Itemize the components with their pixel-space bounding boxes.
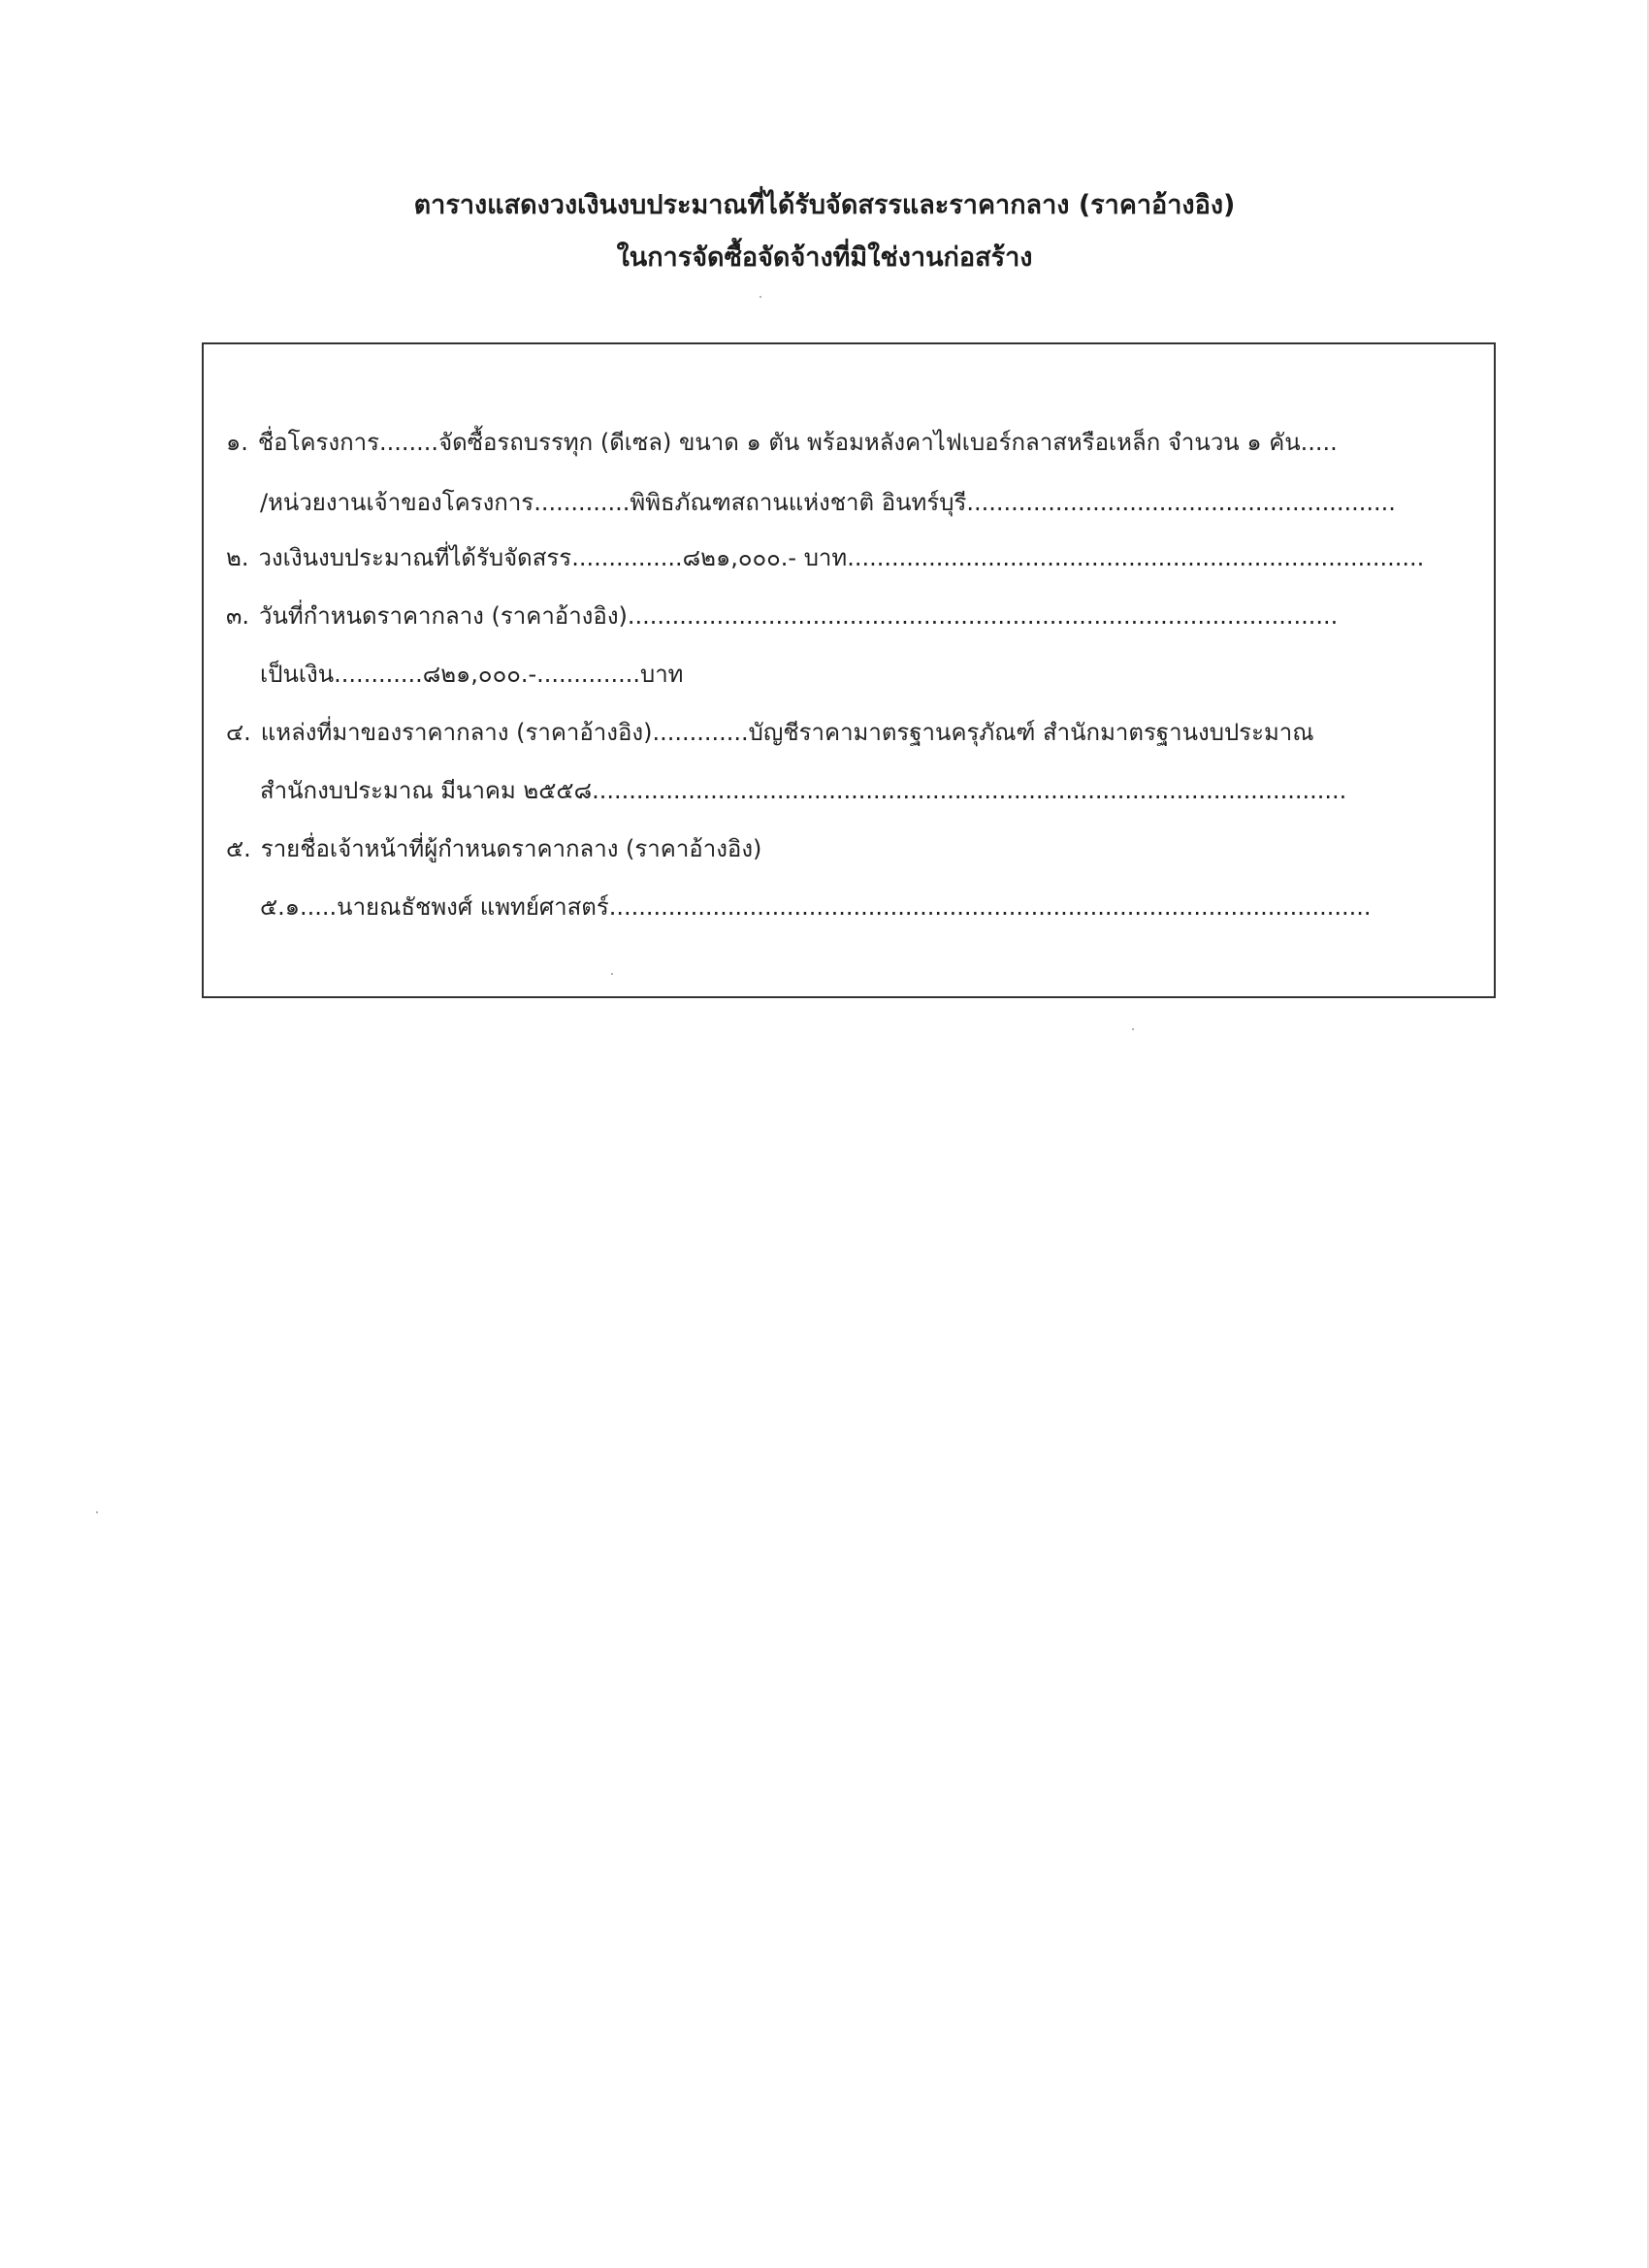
item-3-label: วันที่กำหนดราคากลาง (ราคาอ้างอิง)................................................................................................ bbox=[259, 602, 1339, 630]
item-2-line bbox=[226, 540, 1424, 575]
item-2-value: ๘๒๑,๐๐๐.- บาท.............................................................................. bbox=[682, 544, 1425, 571]
item-3-sub-line bbox=[260, 657, 684, 692]
item-5-line bbox=[226, 831, 761, 866]
item-1-line bbox=[226, 425, 1338, 460]
item-1-number: ๑. bbox=[226, 429, 248, 456]
scan-speck bbox=[96, 1511, 98, 1513]
item-4-line bbox=[226, 715, 1314, 750]
document-subtitle-text: ในการจัดซื้อจัดจ้างที่มิใช่งานก่อสร้าง bbox=[616, 243, 1033, 273]
document-subtitle bbox=[0, 239, 1649, 277]
item-5-sub-number: ๕.๑..... bbox=[260, 893, 338, 921]
item-3-line bbox=[226, 599, 1338, 633]
item-1-sub-line bbox=[260, 485, 1396, 520]
item-4-sub-line bbox=[260, 773, 1346, 808]
item-4-sub-value: สำนักงบประมาณ มีนาคม ๒๕๕๘...................................................................................................... bbox=[260, 777, 1347, 804]
item-1-value: จัดซื้อรถบรรทุก (ดีเซล) ขนาด ๑ ตัน พร้อมหลังคาไฟเบอร์กลาสหรือเหล็ก จำนวน ๑ คัน..... bbox=[438, 429, 1338, 456]
item-1-label: ชื่อโครงการ........ bbox=[257, 429, 439, 456]
item-1-sub-label: /หน่วยงานเจ้าของโครงการ............. bbox=[260, 489, 630, 516]
item-2-number: ๒. bbox=[226, 544, 249, 571]
document-title-text: ตารางแสดงวงเงินงบประมาณที่ได้รับจัดสรรและราคากลาง (ราคาอ้างอิง) bbox=[413, 190, 1236, 220]
item-3-sub-value: ๘๒๑,๐๐๐.-..............บาท bbox=[422, 661, 684, 688]
document-title bbox=[0, 186, 1649, 225]
item-5-number: ๕. bbox=[226, 835, 251, 862]
item-3-sub-label: เป็นเงิน............ bbox=[260, 661, 423, 688]
item-2-label: วงเงินงบประมาณที่ได้รับจัดสรร............... bbox=[258, 544, 683, 571]
item-1-sub-value: พิพิธภัณฑสถานแห่งชาติ อินทร์บุรี.......................................................... bbox=[630, 489, 1396, 516]
scan-speck bbox=[611, 973, 613, 975]
item-4-number: ๔. bbox=[226, 719, 251, 746]
scan-speck bbox=[1132, 1028, 1134, 1030]
item-4-value: บัญชีราคามาตรฐานครุภัณฑ์ สำนักมาตรฐานงบประมาณ bbox=[748, 719, 1314, 746]
item-5-sub-value: นายณธัชพงศ์ แพทย์ศาสตร์....................................................................................................... bbox=[337, 893, 1372, 921]
item-5-label: รายชื่อเจ้าหน้าที่ผู้กำหนดราคากลาง (ราคาอ้างอิง) bbox=[260, 835, 762, 862]
item-4-label: แหล่งที่มาของราคากลาง (ราคาอ้างอิง)............. bbox=[260, 719, 749, 746]
item-5-sub-line bbox=[260, 890, 1372, 924]
scan-speck bbox=[760, 296, 761, 298]
item-3-number: ๓. bbox=[226, 602, 250, 630]
